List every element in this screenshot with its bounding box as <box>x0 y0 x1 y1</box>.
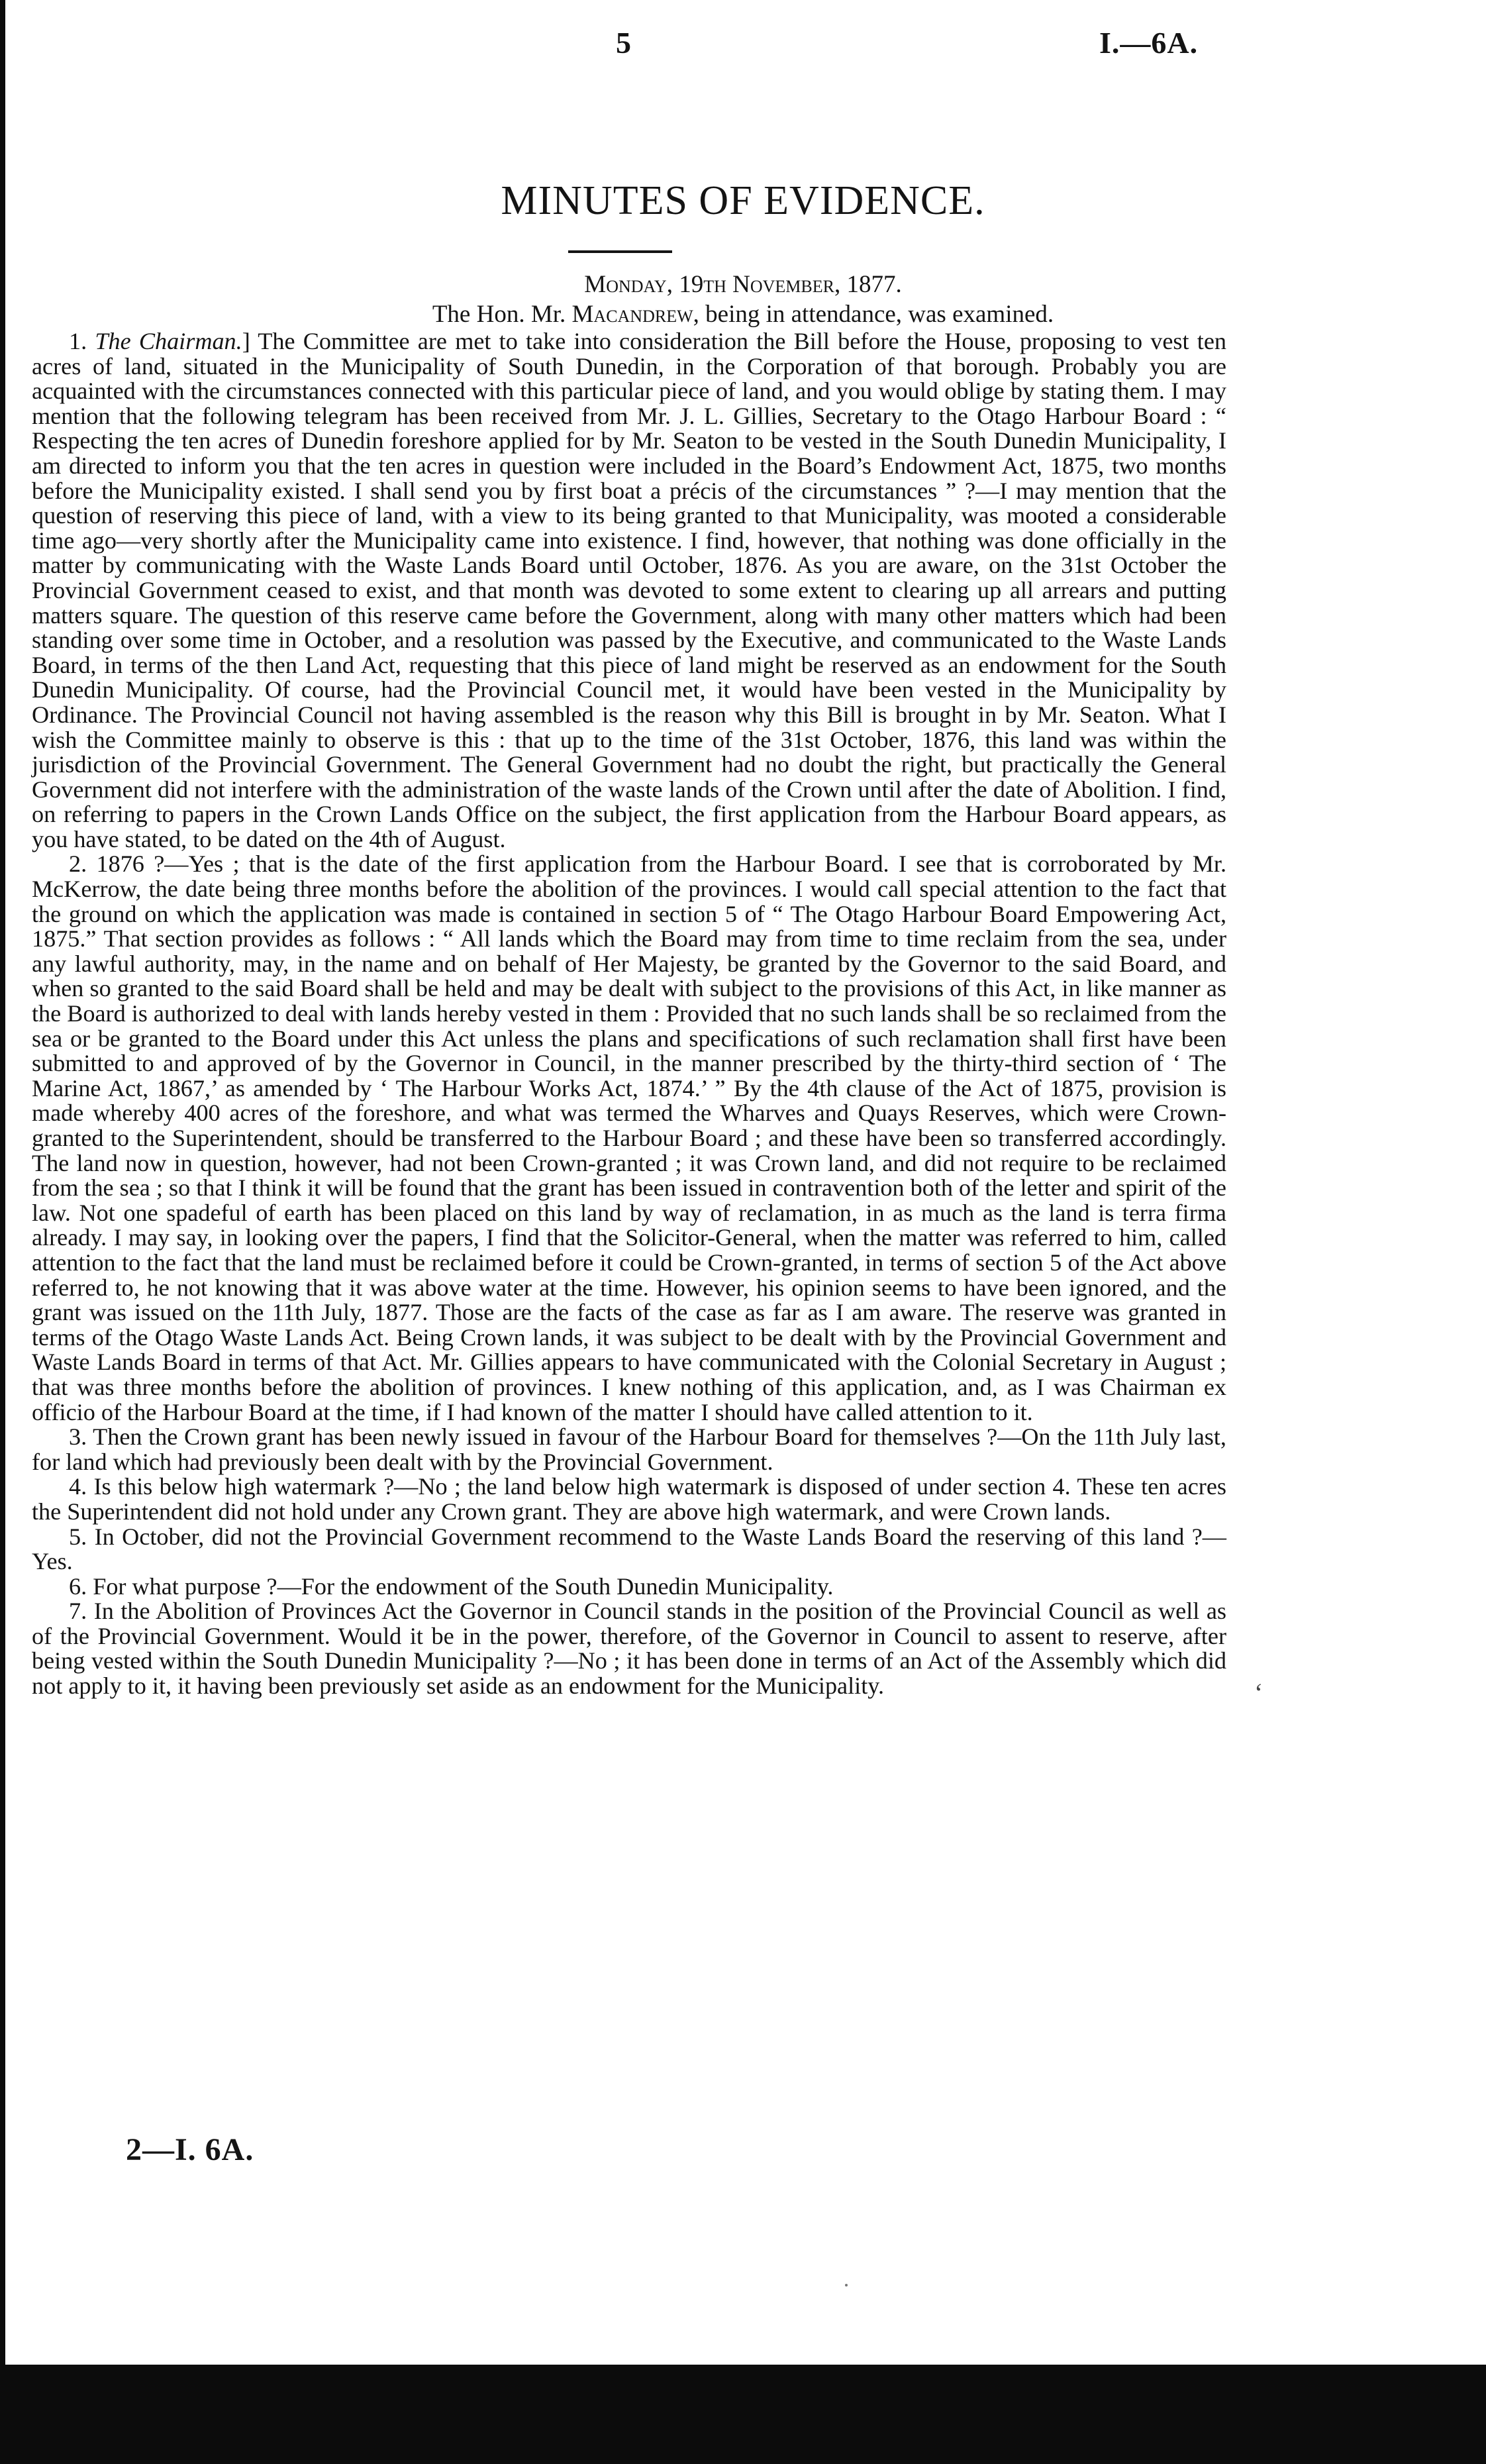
signature-mark: 2—I. 6A. <box>126 2132 254 2167</box>
speaker-label: The Chairman. <box>95 328 242 354</box>
question-number: 4. <box>69 1473 94 1500</box>
question-number: 7. <box>69 1598 94 1625</box>
scan-bottom-edge <box>0 2365 1486 2464</box>
witness-intro-suffix: , being in attendance, was examined. <box>693 301 1054 328</box>
evidence-paragraph-1 <box>32 329 1226 852</box>
question-number: 6. <box>69 1572 93 1600</box>
question-number: 5. <box>69 1523 95 1550</box>
evidence-paragraph-4 <box>32 1474 1226 1524</box>
margin-mark: ‘ <box>1254 1678 1263 1708</box>
page-number: 5 <box>616 26 631 60</box>
evidence-paragraph-7 <box>32 1599 1226 1698</box>
paragraph-text: In October, did not the Provincial Government recommend to the Waste Lands Board the reserving of this land ?—Yes. <box>32 1523 1226 1575</box>
evidence-paragraph-6 <box>32 1574 1226 1600</box>
scan-speck <box>845 2284 848 2286</box>
sitting-date: Monday, 19th November, 1877. <box>584 271 902 298</box>
paragraph-text: Then the Crown grant has been newly issued in favour of the Harbour Board for themselves ?—On the 11th July last, for land which had previously been dealt with by the Provincial Government. <box>32 1423 1226 1475</box>
question-number: 3. <box>69 1423 93 1451</box>
document-reference: I.—6A. <box>1099 26 1199 60</box>
scan-left-edge <box>0 0 5 2464</box>
evidence-paragraph-2 <box>32 852 1226 1425</box>
paragraph-text: ] The Committee are met to take into consideration the Bill before the House, proposing to vest ten acres of land, situated in the Municipality of South Dunedin, in the Corporation of that borough. Probably you are acquainted with the circumstances connected with this particular piece of land, and you would oblige by stating them. I may mention that the following telegram has been received from Mr. J. L. Gillies, Secretary to the Otago Harbour Board : “ Respecting the ten acres of Dunedin foreshore applied for by Mr. Seaton to be vested in the South Dunedin Municipality, I am directed to inform you that the ten acres in question were included in the Board’s Endowment Act, 1875, two months before the Municipality existed. I shall send you by first boat a précis of the circumstances ” ?—I may mention that the question of reserving this piece of land, with a view to its being granted to that Municipality, was mooted a considerable time ago—very shortly after the Municipality came into existence. I find, however, that nothing was done officially in the matter by communicating with the Waste Lands Board until October, 1876. As you are aware, on the 31st October the Provincial Government ceased to exist, and that month was devoted to some extent to clearing up all arrears and putting matters square. The question of this reserve came before the Government, along with many other matters which had been standing over some time in October, and a resolution was passed by the Executive, and communicated to the Waste Lands Board, in terms of the then Land Act, requesting that this piece of land might be reserved as an endowment for the South Dunedin Municipality. Of course, had the Provincial Council met, it would have been vested in the Municipality by Ordinance. The Provincial Council not having assembled is the reason why this Bill is brought in by Mr. Seaton. What I wish the Committee mainly to observe is this : that up to the time of the 31st October, 1876, this land was within the jurisdiction of the Provincial Government. The General Government had no doubt the right, but practically the General Government did not interfere with the administration of the waste lands of the Crown until after the date of Abolition. I find, on referring to papers in the Crown Lands Office on the subject, the first application from the Harbour Board appears, as you have stated, to be dated on the 4th of August. <box>32 328 1226 852</box>
paragraph-text: In the Abolition of Provinces Act the Governor in Council stands in the position of the Provincial Council as well as of the Provincial Government. Would it be in the power, therefore, of the Governor in Council to assent to reserve, after being vested within the South Dunedin Municipality ?—No ; it has been done in terms of an Act of the Assembly which did not apply to it, it having been previously set aside as an endowment for the Municipality. <box>32 1598 1226 1700</box>
question-number: 1. <box>69 328 95 354</box>
witness-intro-prefix: The Hon. Mr. <box>432 301 572 328</box>
witness-name: Macandrew <box>571 301 693 328</box>
evidence-body <box>32 329 1226 1699</box>
evidence-paragraph-3 <box>32 1425 1226 1474</box>
paragraph-text: 1876 ?—Yes ; that is the date of the first application from the Harbour Board. I see that is corroborated by Mr. McKerrow, the date being three months before the abolition of the provinces. I would call special attention to the fact that the ground on which the application was made is contained in section 5 of “ The Otago Harbour Board Empowering Act, 1875.” That section provides as follows : “ All lands which the Board may from time to time reclaim from the sea, under any lawful authority, may, in the name and on behalf of Her Majesty, be granted by the Governor to the said Board, and when so granted to the said Board shall be held and may be dealt with subject to the provisions of this Act, in like manner as the Board is authorized to deal with lands hereby vested in them : Provided that no such lands shall be so reclaimed from the sea or be granted to the Board under this Act unless the plans and specifications of such reclamation shall first have been submitted to and approved of by the Governor in Council, in the manner prescribed by the thirty-third section of ‘ The Marine Act, 1867,’ as amended by ‘ The Harbour Works Act, 1874.’ ” By the 4th clause of the Act of 1875, provision is made whereby 400 acres of the foreshore, and what was termed the Wharves and Quays Reserves, which were Crown-granted to the Superintendent, should be transferred to the Harbour Board ; and these have been so transferred accordingly. The land now in question, however, had not been Crown-granted ; it was Crown land, and did not require to be reclaimed from the sea ; so that I think it will be found that the grant has been issued in contravention both of the letter and spirit of the law. Not one spadeful of earth has been placed on this land by way of reclamation, in as much as the land is terra firma already. I may say, in looking over the papers, I find that the Solicitor-General, when the matter was referred to him, called attention to the fact that the land must be reclaimed before it could be Crown-granted, in terms of section 5 of the Act above referred to, he not knowing that it was above water at the time. However, his opinion seems to have been ignored, and the grant was issued on the 11th July, 1877. Those are the facts of the case as far as I am aware. The reserve was granted in terms of the Otago Waste Lands Act. Being Crown lands, it was subject to be dealt with by the Provincial Government and Waste Lands Board in terms of that Act. Mr. Gillies appears to have communicated with the Colonial Secretary in August ; that was three months before the abolition of provinces. I knew nothing of this application, and, as I was Chairman ex officio of the Harbour Board at the time, if I had known of the matter I should have called attention to it. <box>32 850 1227 1425</box>
witness-intro <box>0 300 1486 329</box>
question-number: 2. <box>69 850 97 878</box>
evidence-paragraph-5 <box>32 1525 1226 1574</box>
title-divider <box>568 250 672 253</box>
paragraph-text: Is this below high watermark ?—No ; the land below high watermark is disposed of under section 4. These ten acres the Superintendent did not hold under any Crown grant. They are above high watermark, and were Crown lands. <box>32 1473 1226 1525</box>
paragraph-text: For what purpose ?—For the endowment of the South Dunedin Municipality. <box>93 1572 834 1600</box>
page-title: MINUTES OF EVIDENCE. <box>501 178 985 223</box>
